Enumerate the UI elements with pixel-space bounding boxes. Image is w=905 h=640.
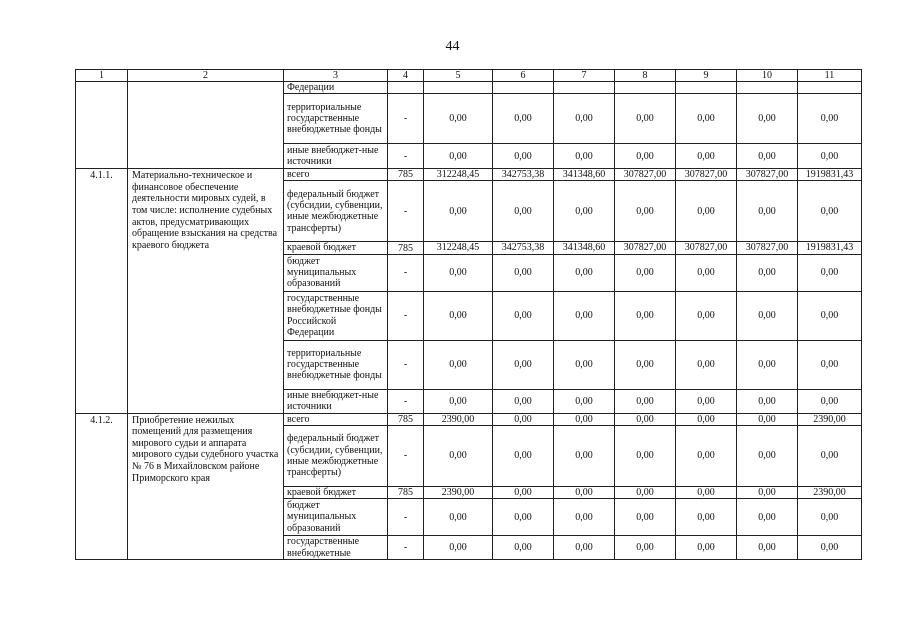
amount-cell — [554, 82, 615, 94]
amount-cell: 0,00 — [798, 425, 862, 486]
header-cell: 8 — [615, 70, 676, 82]
amount-cell: 0,00 — [798, 291, 862, 340]
budget-code-cell: - — [388, 291, 424, 340]
budget-code-cell — [388, 82, 424, 94]
amount-cell — [798, 82, 862, 94]
amount-cell: 0,00 — [676, 536, 737, 560]
amount-cell: 307827,00 — [615, 242, 676, 254]
amount-cell: 0,00 — [493, 389, 554, 413]
amount-cell: 0,00 — [493, 413, 554, 425]
amount-cell — [424, 82, 493, 94]
amount-cell: 0,00 — [424, 144, 493, 169]
amount-cell: 0,00 — [798, 144, 862, 169]
amount-cell: 312248,45 — [424, 242, 493, 254]
amount-cell — [615, 82, 676, 94]
amount-cell: 1919831,43 — [798, 169, 862, 181]
header-cell: 2 — [128, 70, 284, 82]
amount-cell: 0,00 — [676, 340, 737, 389]
table-row — [76, 413, 862, 425]
amount-cell: 307827,00 — [737, 242, 798, 254]
funding-source: государственные внебюджетные фонды Российской Федерации — [284, 291, 388, 340]
amount-cell: 0,00 — [424, 340, 493, 389]
table-row — [76, 82, 862, 94]
amount-cell: 0,00 — [424, 536, 493, 560]
amount-cell: 0,00 — [676, 486, 737, 498]
amount-cell: 0,00 — [424, 181, 493, 242]
amount-cell: 0,00 — [615, 499, 676, 536]
amount-cell: 0,00 — [737, 499, 798, 536]
item-name — [128, 82, 284, 169]
amount-cell: 0,00 — [737, 94, 798, 144]
budget-code-cell: 785 — [388, 413, 424, 425]
amount-cell: 0,00 — [424, 389, 493, 413]
amount-cell: 0,00 — [493, 425, 554, 486]
funding-source: краевой бюджет — [284, 486, 388, 498]
header-cell: 1 — [76, 70, 128, 82]
amount-cell: 0,00 — [737, 486, 798, 498]
funding-source: федеральный бюджет (субсидии, субвенции, иные межбюджетные трансферты) — [284, 181, 388, 242]
item-code — [76, 82, 128, 169]
funding-source: краевой бюджет — [284, 242, 388, 254]
funding-source: бюджет муниципальных образований — [284, 254, 388, 291]
amount-cell: 0,00 — [798, 499, 862, 536]
table-body — [76, 82, 862, 560]
amount-cell: 0,00 — [554, 413, 615, 425]
budget-code-cell: 785 — [388, 242, 424, 254]
amount-cell: 0,00 — [615, 291, 676, 340]
amount-cell: 2390,00 — [424, 413, 493, 425]
funding-source: федеральный бюджет (субсидии, субвенции, иные межбюджетные трансферты) — [284, 425, 388, 486]
funding-source: всего — [284, 169, 388, 181]
amount-cell: 0,00 — [737, 291, 798, 340]
budget-code-cell: - — [388, 144, 424, 169]
amount-cell: 0,00 — [554, 499, 615, 536]
amount-cell: 0,00 — [798, 254, 862, 291]
amount-cell: 0,00 — [554, 254, 615, 291]
amount-cell: 0,00 — [424, 499, 493, 536]
amount-cell: 0,00 — [554, 94, 615, 144]
amount-cell: 0,00 — [798, 181, 862, 242]
amount-cell: 0,00 — [493, 94, 554, 144]
budget-code-cell: - — [388, 340, 424, 389]
amount-cell: 0,00 — [424, 291, 493, 340]
item-code: 4.1.1. — [76, 169, 128, 413]
budget-code-cell: - — [388, 536, 424, 560]
header-cell: 6 — [493, 70, 554, 82]
amount-cell: 0,00 — [798, 340, 862, 389]
amount-cell — [676, 82, 737, 94]
header-cell: 9 — [676, 70, 737, 82]
amount-cell: 0,00 — [493, 181, 554, 242]
header-cell: 4 — [388, 70, 424, 82]
amount-cell: 0,00 — [493, 291, 554, 340]
amount-cell: 0,00 — [554, 389, 615, 413]
item-code: 4.1.2. — [76, 413, 128, 559]
header-cell: 7 — [554, 70, 615, 82]
amount-cell: 342753,38 — [493, 169, 554, 181]
amount-cell: 0,00 — [493, 499, 554, 536]
amount-cell: 341348,60 — [554, 242, 615, 254]
amount-cell: 312248,45 — [424, 169, 493, 181]
amount-cell: 0,00 — [615, 389, 676, 413]
header-cell: 11 — [798, 70, 862, 82]
amount-cell — [493, 82, 554, 94]
amount-cell: 0,00 — [737, 254, 798, 291]
budget-code-cell: - — [388, 181, 424, 242]
amount-cell: 2390,00 — [424, 486, 493, 498]
header-row — [76, 70, 862, 82]
amount-cell: 0,00 — [676, 425, 737, 486]
budget-code-cell: - — [388, 254, 424, 291]
header-cell: 3 — [284, 70, 388, 82]
page-number: 44 — [445, 39, 460, 54]
amount-cell: 0,00 — [615, 536, 676, 560]
amount-cell: 0,00 — [676, 413, 737, 425]
amount-cell: 0,00 — [554, 425, 615, 486]
amount-cell: 0,00 — [737, 413, 798, 425]
header-cell: 10 — [737, 70, 798, 82]
budget-code-cell: - — [388, 425, 424, 486]
funding-source: всего — [284, 413, 388, 425]
amount-cell: 0,00 — [554, 536, 615, 560]
amount-cell: 0,00 — [737, 181, 798, 242]
amount-cell: 307827,00 — [676, 169, 737, 181]
amount-cell: 341348,60 — [554, 169, 615, 181]
amount-cell: 0,00 — [737, 144, 798, 169]
amount-cell: 0,00 — [615, 340, 676, 389]
table-row — [76, 169, 862, 181]
budget-code-cell: - — [388, 389, 424, 413]
amount-cell: 0,00 — [554, 181, 615, 242]
amount-cell: 307827,00 — [615, 169, 676, 181]
amount-cell: 0,00 — [493, 340, 554, 389]
budget-table — [75, 69, 862, 560]
funding-source: территориальные государственные внебюджетные фонды — [284, 340, 388, 389]
amount-cell: 0,00 — [798, 389, 862, 413]
amount-cell: 0,00 — [615, 181, 676, 242]
amount-cell: 0,00 — [676, 499, 737, 536]
amount-cell: 0,00 — [554, 291, 615, 340]
amount-cell: 0,00 — [798, 536, 862, 560]
amount-cell: 0,00 — [424, 254, 493, 291]
amount-cell: 2390,00 — [798, 486, 862, 498]
amount-cell: 0,00 — [424, 94, 493, 144]
amount-cell: 0,00 — [554, 486, 615, 498]
funding-source: государственные внебюджетные — [284, 536, 388, 560]
budget-code-cell: 785 — [388, 486, 424, 498]
amount-cell: 342753,38 — [493, 242, 554, 254]
budget-code-cell: 785 — [388, 169, 424, 181]
amount-cell: 0,00 — [676, 181, 737, 242]
amount-cell: 0,00 — [493, 536, 554, 560]
amount-cell: 0,00 — [737, 340, 798, 389]
amount-cell: 0,00 — [676, 291, 737, 340]
amount-cell: 0,00 — [493, 486, 554, 498]
header-cell: 5 — [424, 70, 493, 82]
amount-cell: 0,00 — [615, 94, 676, 144]
budget-code-cell: - — [388, 94, 424, 144]
amount-cell: 0,00 — [424, 425, 493, 486]
amount-cell: 0,00 — [676, 94, 737, 144]
amount-cell: 0,00 — [798, 94, 862, 144]
funding-source: территориальные государственные внебюджетные фонды — [284, 94, 388, 144]
amount-cell: 0,00 — [676, 389, 737, 413]
amount-cell: 0,00 — [676, 144, 737, 169]
amount-cell: 0,00 — [493, 144, 554, 169]
amount-cell: 0,00 — [615, 254, 676, 291]
funding-source: бюджет муниципальных образований — [284, 499, 388, 536]
amount-cell: 0,00 — [615, 425, 676, 486]
amount-cell: 0,00 — [615, 144, 676, 169]
amount-cell: 307827,00 — [737, 169, 798, 181]
amount-cell: 0,00 — [554, 144, 615, 169]
funding-source: Федерации — [284, 82, 388, 94]
amount-cell: 0,00 — [737, 389, 798, 413]
amount-cell — [737, 82, 798, 94]
amount-cell: 0,00 — [737, 536, 798, 560]
amount-cell: 2390,00 — [798, 413, 862, 425]
funding-source: иные внебюджет-ные источники — [284, 144, 388, 169]
item-name: Материально-техническое и финансовое обеспечение деятельности мировых судей, в том числе: исполнение судебных актов, предусматривающих обращение взыскания на средства краевого бюджета — [128, 169, 284, 413]
funding-source: иные внебюджет-ные источники — [284, 389, 388, 413]
amount-cell: 0,00 — [554, 340, 615, 389]
amount-cell: 1919831,43 — [798, 242, 862, 254]
budget-code-cell: - — [388, 499, 424, 536]
amount-cell: 0,00 — [615, 413, 676, 425]
amount-cell: 0,00 — [615, 486, 676, 498]
amount-cell: 0,00 — [493, 254, 554, 291]
amount-cell: 0,00 — [676, 254, 737, 291]
item-name: Приобретение нежилых помещений для размещения мирового судьи и аппарата мирового судьи судебного участка № 76 в Михайловском районе Приморского края — [128, 413, 284, 559]
amount-cell: 0,00 — [737, 425, 798, 486]
amount-cell: 307827,00 — [676, 242, 737, 254]
